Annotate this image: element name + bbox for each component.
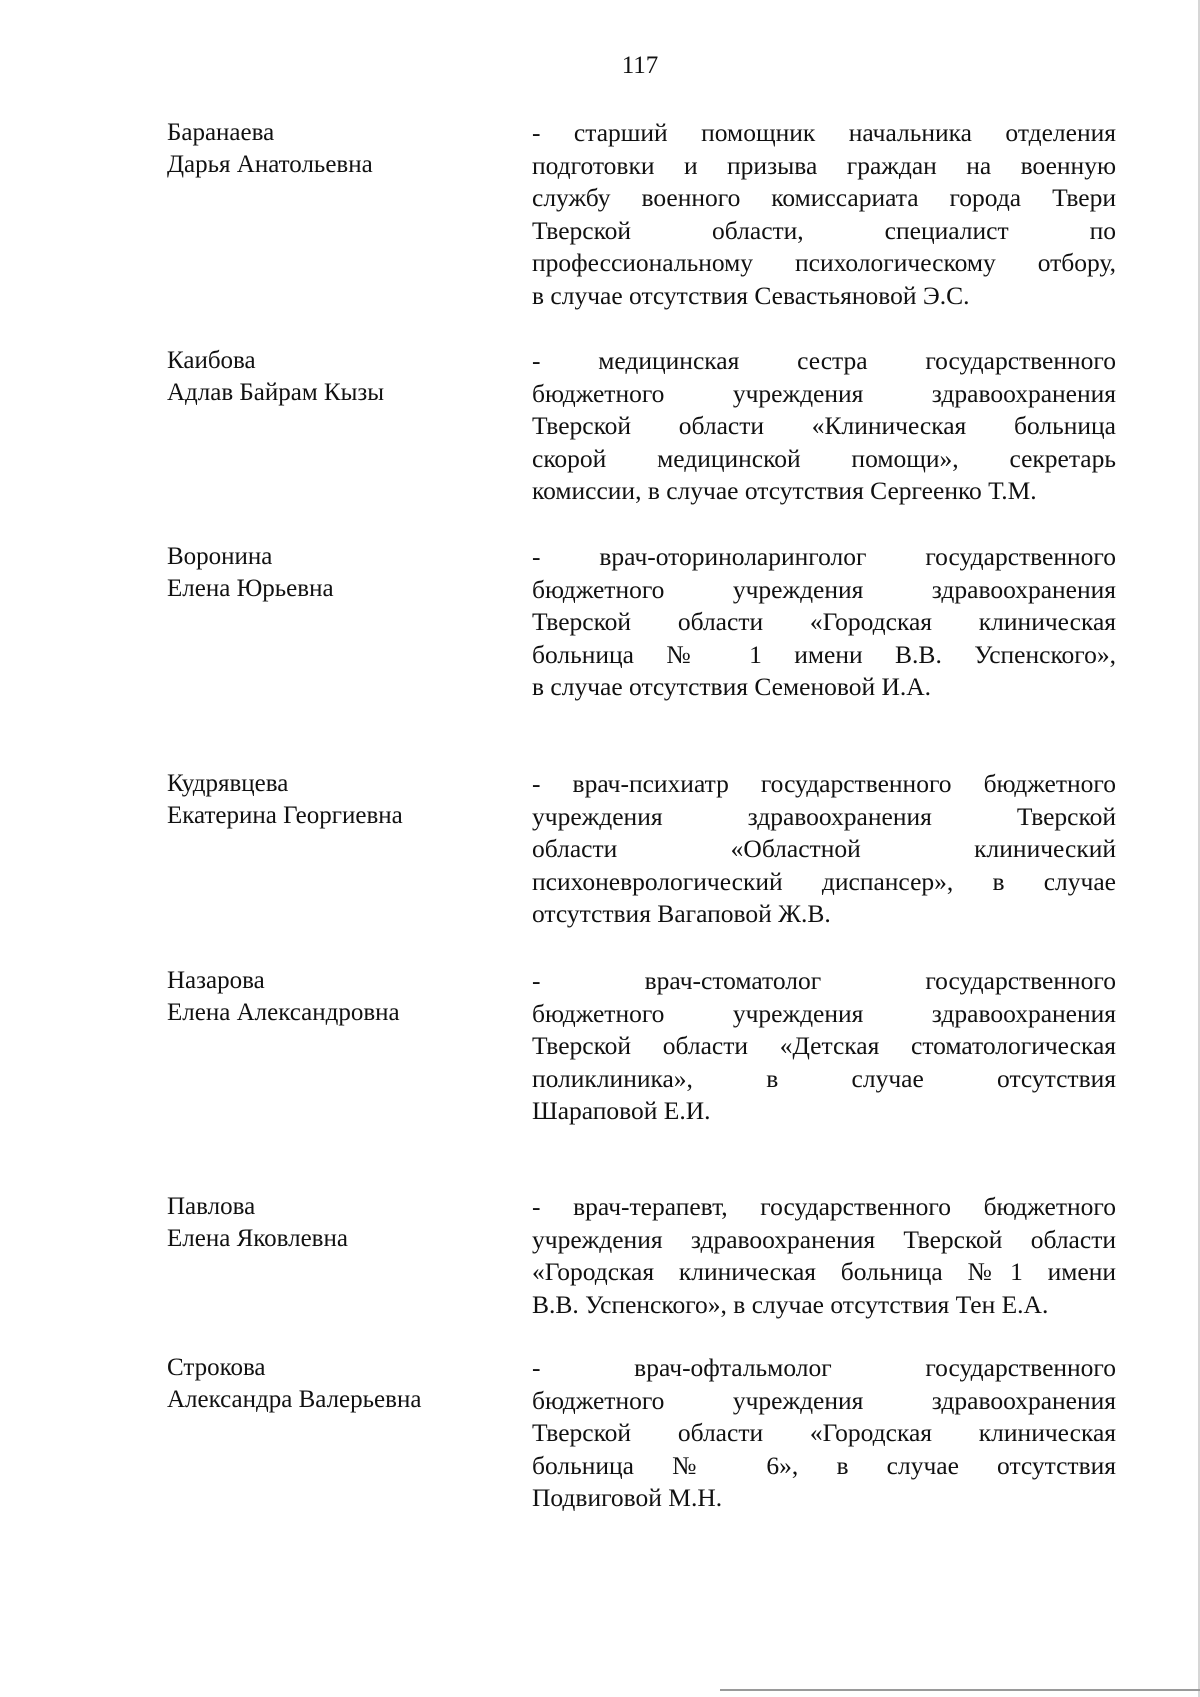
position-line: поликлиника», в случае отсутствия bbox=[532, 1063, 1116, 1093]
member-surname: Строкова bbox=[167, 1354, 266, 1381]
position-line: отсутствия Вагаповой Ж.В. bbox=[532, 899, 831, 928]
position-line: психоневрологический диспансер», в случае bbox=[532, 866, 1116, 896]
position-line: области «Областной клинический bbox=[532, 834, 1116, 863]
member-surname: Кудрявцева bbox=[167, 770, 289, 797]
position-line: бюджетного учреждения здравоохранения bbox=[532, 574, 1116, 604]
member-name bbox=[167, 965, 487, 1029]
member-given-names: Дарья Анатольевна bbox=[167, 151, 373, 178]
member-position bbox=[532, 117, 1116, 312]
position-line: больница № 6», в случае отсутствия bbox=[532, 1450, 1116, 1480]
position-line: «Городская клиническая больница №1 имени bbox=[532, 1257, 1116, 1286]
member-name bbox=[167, 541, 487, 605]
member-position bbox=[532, 1191, 1116, 1321]
position-line: - врач-офтальмолог государственного bbox=[532, 1353, 1116, 1382]
position-line: Шараповой Е.И. bbox=[532, 1096, 711, 1125]
position-line: - старший помощник начальника отделения bbox=[532, 118, 1116, 147]
position-line: профессиональному психологическому отбору, bbox=[532, 248, 1116, 277]
member-position bbox=[532, 965, 1116, 1128]
position-line: - медицинская сестра государственного bbox=[532, 346, 1116, 375]
position-line: Тверской области «Детская стоматологическая bbox=[532, 1031, 1116, 1060]
member-surname: Баранаева bbox=[167, 119, 275, 146]
position-line: комиссии, в случае отсутствия Сергеенко Т.М. bbox=[532, 476, 1037, 505]
position-line: в случае отсутствия Севастьяновой Э.С. bbox=[532, 280, 970, 310]
position-line: - врач-терапевт, государственного бюджетного bbox=[532, 1192, 1116, 1221]
position-line: Тверской области «Городская клиническая bbox=[532, 607, 1116, 636]
member-name bbox=[167, 1352, 487, 1416]
member-position bbox=[532, 541, 1116, 704]
member-surname: Каибова bbox=[167, 347, 256, 374]
position-line: бюджетного учреждения здравоохранения bbox=[532, 998, 1116, 1028]
position-line: Тверской области «Клиническая больница bbox=[532, 411, 1116, 440]
position-line: Тверской области, специалист по bbox=[532, 215, 1116, 245]
member-surname: Назарова bbox=[167, 967, 265, 994]
member-name bbox=[167, 117, 487, 181]
member-given-names: Александра Валерьевна bbox=[167, 1386, 422, 1413]
position-line: учреждения здравоохранения Тверской области bbox=[532, 1224, 1116, 1254]
position-line: бюджетного учреждения здравоохранения bbox=[532, 378, 1116, 408]
position-line: больница № 1 имени В.В. Успенского», bbox=[532, 639, 1116, 669]
position-line: учреждения здравоохранения Тверской bbox=[532, 801, 1116, 831]
member-given-names: Екатерина Георгиевна bbox=[167, 802, 403, 829]
page-number: 117 bbox=[621, 52, 659, 79]
position-line: В.В. Успенского», в случае отсутствия Тен Е.А. bbox=[532, 1289, 1049, 1319]
member-surname: Воронина bbox=[167, 543, 273, 570]
member-position bbox=[532, 345, 1116, 508]
position-line: бюджетного учреждения здравоохранения bbox=[532, 1385, 1116, 1415]
member-position bbox=[532, 1352, 1116, 1515]
member-name bbox=[167, 345, 487, 409]
member-given-names: Елена Юрьевна bbox=[167, 575, 334, 602]
position-line: подготовки и призыва граждан на военную bbox=[532, 150, 1116, 180]
position-line: скорой медицинской помощи», секретарь bbox=[532, 443, 1116, 473]
position-line: Подвиговой М.Н. bbox=[532, 1483, 723, 1512]
position-line: Тверской области «Городская клиническая bbox=[532, 1418, 1116, 1447]
member-surname: Павлова bbox=[167, 1193, 256, 1220]
member-given-names: Елена Яковлевна bbox=[167, 1225, 348, 1252]
member-position bbox=[532, 768, 1116, 931]
position-line: службу военного комиссариата города Твери bbox=[532, 183, 1116, 212]
member-given-names: Елена Александровна bbox=[167, 999, 400, 1026]
scan-edge-line bbox=[720, 1689, 1200, 1691]
position-line: - врач-оториноларинголог государственного bbox=[532, 542, 1116, 571]
member-name bbox=[167, 1191, 487, 1255]
position-line: - врач-стоматолог государственного bbox=[532, 966, 1116, 995]
position-line: - врач-психиатр государственного бюджетного bbox=[532, 769, 1116, 798]
position-line: в случае отсутствия Семеновой И.А. bbox=[532, 672, 932, 701]
member-name bbox=[167, 768, 487, 832]
member-given-names: Адлав Байрам Кызы bbox=[167, 379, 385, 406]
